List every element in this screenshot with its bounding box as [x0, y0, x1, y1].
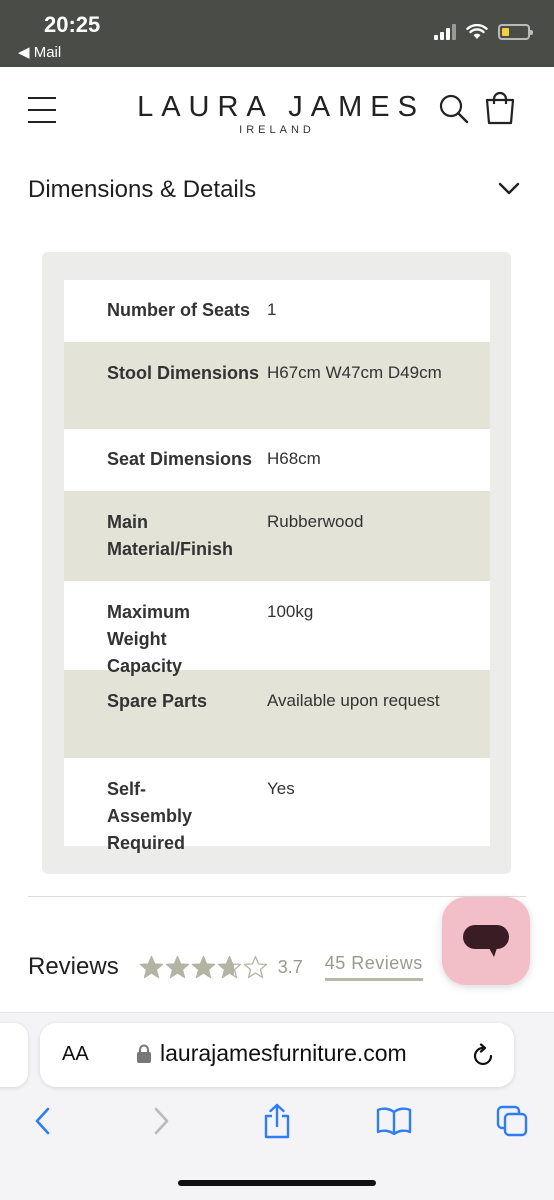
share-button[interactable]	[257, 1101, 297, 1141]
spec-value: Available upon request	[267, 691, 440, 710]
reviews-summary	[28, 950, 423, 984]
site-logo[interactable]	[0, 91, 554, 136]
section-title: Dimensions & Details	[28, 176, 257, 203]
cellular-signal-icon	[434, 24, 456, 40]
browser-bottom-bar	[0, 1012, 554, 1200]
spec-label: Seat Dimensions	[107, 449, 253, 469]
dimensions-accordion-header[interactable]	[28, 176, 526, 212]
wifi-icon	[466, 24, 488, 40]
spec-label: Main Material/Finish	[107, 512, 234, 559]
aa-label: AA	[62, 1043, 89, 1065]
star-icon	[243, 955, 268, 980]
logo-sub-text: IRELAND	[239, 124, 315, 136]
star-icon	[191, 955, 216, 980]
table-row	[64, 342, 490, 429]
site-header	[0, 67, 554, 157]
reload-icon[interactable]	[470, 1043, 496, 1069]
lock-icon	[136, 1044, 152, 1064]
search-icon[interactable]	[438, 93, 470, 125]
page-settings-button[interactable]	[62, 1043, 89, 1066]
table-row	[64, 429, 490, 491]
share-icon	[262, 1103, 292, 1139]
spec-value: Rubberwood	[267, 512, 364, 531]
reviews-count-link[interactable]: 45 Reviews	[325, 953, 423, 981]
previous-tab-peek[interactable]	[0, 1023, 28, 1087]
spec-value: 1	[267, 300, 277, 319]
spec-label: Stool Dimensions	[107, 363, 260, 383]
status-icons	[434, 24, 530, 40]
table-row	[64, 670, 490, 758]
table-row	[64, 581, 490, 676]
browser-toolbar	[0, 1101, 554, 1145]
tabs-icon	[496, 1105, 528, 1137]
chevron-right-icon	[154, 1107, 170, 1135]
star-icon	[165, 955, 190, 980]
spec-value: Yes	[267, 779, 295, 798]
spec-value: H67cm W47cm D49cm	[267, 363, 442, 382]
table-row	[64, 280, 490, 342]
back-button[interactable]	[22, 1101, 62, 1141]
tabs-button[interactable]	[492, 1101, 532, 1141]
back-to-mail[interactable]: ◀ Mail	[18, 44, 62, 61]
reviews-title: Reviews	[28, 953, 119, 980]
spec-label: Spare Parts	[107, 691, 208, 711]
star-icon	[217, 955, 242, 980]
spec-value: 100kg	[267, 602, 314, 621]
url-text: laurajamesfurniture.com	[160, 1040, 407, 1066]
logo-main-text: LAURA JAMES	[137, 91, 425, 123]
specs-table-container	[42, 252, 511, 874]
address-bar[interactable]	[40, 1023, 514, 1087]
spec-value: H68cm	[267, 449, 321, 468]
chevron-left-icon	[34, 1107, 50, 1135]
cart-icon[interactable]	[484, 91, 516, 125]
spec-label: Number of Seats	[107, 300, 251, 320]
specs-table	[64, 280, 490, 853]
bookmarks-button[interactable]	[374, 1101, 414, 1141]
status-bar	[0, 0, 554, 67]
star-rating	[139, 955, 268, 980]
rating-value: 3.7	[277, 956, 303, 977]
spec-label: Self-Assembly Required	[107, 779, 193, 853]
spec-label: Maximum Weight Capacity	[107, 602, 191, 676]
chat-button[interactable]	[442, 897, 530, 985]
table-row	[64, 491, 490, 581]
chat-icon	[463, 925, 509, 961]
section-divider	[28, 896, 526, 897]
battery-icon	[498, 24, 530, 40]
forward-button[interactable]	[142, 1101, 182, 1141]
table-row	[64, 758, 490, 853]
chevron-down-icon	[498, 182, 520, 196]
status-time: 20:25	[44, 12, 101, 37]
book-icon	[376, 1107, 412, 1135]
home-indicator[interactable]	[178, 1180, 376, 1186]
star-icon	[139, 955, 164, 980]
